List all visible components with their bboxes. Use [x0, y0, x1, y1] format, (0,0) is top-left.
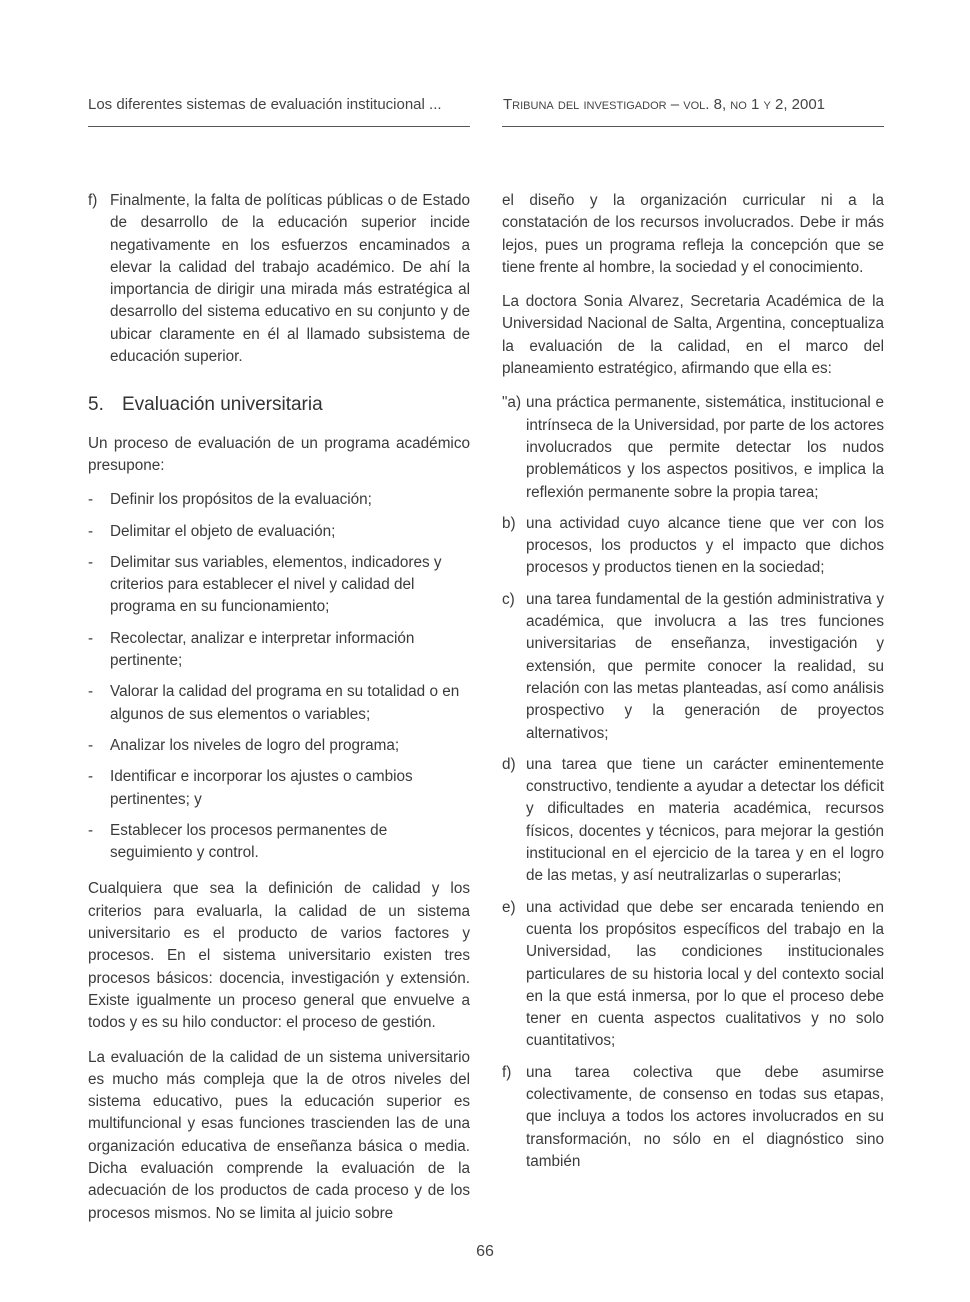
list-item-text: una actividad que debe ser encarada teniendo en cuenta los propósitos específicos del trabajo en la Universidad, las condiciones institucionales particulares de su historia local y del contexto social en la que está inmersa, por lo que el proceso debe tener en cuenta aspectos cualitativos y no solo cuantitativos; [526, 898, 884, 1050]
list-item: - Recolectar, analizar e interpretar información pertinente; [88, 629, 415, 670]
page-number: 66 [476, 1243, 494, 1260]
intro-paragraph: Un proceso de evaluación de un programa académico presupone: [88, 434, 470, 474]
header-rule-left [88, 126, 470, 127]
list-item: - Identificar e incorporar los ajustes o cambios pertinentes; y [88, 768, 413, 808]
list-item-f [88, 190, 470, 368]
journal-name: Tribuna del investigador [503, 96, 667, 113]
list-marker: "a) [502, 394, 522, 412]
list-marker: b) [502, 514, 516, 532]
list-item [502, 1062, 884, 1173]
list-item [502, 589, 884, 745]
list-marker: c) [502, 590, 515, 608]
running-header-left: Los diferentes sistemas de evaluación institucional ... [88, 96, 442, 113]
list-item: - Analizar los niveles de logro del programa; [88, 736, 400, 754]
list-item-text: Analizar los niveles de logro del programa; [110, 736, 400, 754]
list-item [502, 513, 884, 580]
list-item: - Valorar la calidad del programa en su totalidad o en algunos de sus elementos o variables; [88, 683, 460, 723]
list-marker: d) [502, 755, 516, 773]
list-marker: e) [502, 898, 516, 916]
running-header-right [503, 96, 825, 113]
list-item-text: Delimitar sus variables, elementos, indicadores y criterios para establecer el nivel y calidad del programa en su funcionamiento; [110, 553, 442, 616]
list-item-text: una actividad cuyo alcance tiene que ver con los procesos, los productos y el impacto que dichos procesos y productos tienen en la sociedad; [526, 514, 884, 577]
list-item-text: Valorar la calidad del programa en su totalidad o en algunos de sus elementos o variables; [110, 683, 460, 723]
list-marker: f) [502, 1063, 512, 1081]
quote-list [502, 392, 884, 1173]
left-column [88, 190, 470, 1237]
list-item-text: una tarea colectiva que debe asumirse colectivamente, de consenso en todas sus etapas, que incluya a todos los actores involucrados en su transformación, no sólo en el diagnóstico sino también [526, 1063, 884, 1170]
body-paragraph: Cualquiera que sea la definición de calidad y los criterios para evaluarla, la calidad de un sistema universitario es el producto de varios factores y procesos. En el sistema universitario existen tres procesos básicos: docencia, investigación y extensión. Existe igualmente un proceso general que envuelve a todos y es su hilo conductor: el proceso de gestión. [88, 880, 470, 1032]
section-title: Evaluación universitaria [122, 394, 323, 416]
section-number: 5. [88, 394, 104, 416]
body-paragraph: el diseño y la organización curricular ni a la constatación de los recursos involucrados. Debe ir más lejos, pues un programa refleja la concepción que se tiene frente al hombre, la sociedad y el conocimiento. [502, 192, 884, 276]
list-item-text: Delimitar el objeto de evaluación; [110, 522, 336, 540]
list-item: - Definir los propósitos de la evaluación; [88, 491, 372, 509]
dash-list [88, 489, 470, 864]
header-rule-right [502, 126, 884, 127]
list-item-text: una tarea que tiene un carácter eminentemente constructivo, tendiente a ayudar a detectar los déficit y dificultades en materia académica, recursos físicos, docentes y técnicos, para mejorar la gestión institucional en el ejercicio de la tarea y en el logro de las metas, y así neutralizarlas o superarlas; [526, 755, 884, 885]
list-item [502, 754, 884, 888]
section-heading [88, 394, 470, 416]
list-marker: f) [88, 192, 98, 209]
journal-volume: – vol. 8, no 1 y 2, 2001 [666, 96, 826, 113]
list-item-text: Identificar e incorporar los ajustes o cambios pertinentes; y [110, 768, 413, 808]
list-item: - Establecer los procesos permanentes de seguimiento y control. [88, 821, 388, 862]
list-item-text: Finalmente, la falta de políticas públicas o de Estado de desarrollo de la educación superior incide negativamente en los esfuerzos encaminados a elevar la calidad del trabajo académico. De ahí la importancia de dirigir una mirada más estratégica al desarrollo del sistema educativo en su conjunto y de ubicar claramente en él al llamado subsistema de educación superior. [110, 192, 470, 366]
list-item-text: Definir los propósitos de la evaluación; [110, 491, 372, 509]
body-paragraph: La doctora Sonia Alvarez, Secretaria Académica de la Universidad Nacional de Salta, Argentina, conceptualiza la evaluación de la calidad, en el marco del planeamiento estratégico, afirmando que ella es: [502, 293, 884, 378]
list-item-text: una tarea fundamental de la gestión administrativa y académica, que involucra a las tres funciones universitarias de enseñanza, investigación y extensión, que permite conocer la realidad, su relación con las metas planteadas, así como análisis prospectivo y la generación de proyectos alternativos; [526, 590, 884, 742]
list-item: - Delimitar el objeto de evaluación; [88, 522, 336, 540]
right-column [502, 190, 884, 1182]
list-item [502, 897, 884, 1053]
list-item-text: Recolectar, analizar e interpretar información pertinente; [110, 629, 415, 670]
list-item-text: una práctica permanente, sistemática, institucional e intrínseca de la Universidad, por parte de los actores involucrados que permite detectar los nudos problemáticos y los aspectos positivos, e implica la reflexión permanente sobre la propia tarea; [526, 394, 884, 501]
list-item [502, 392, 884, 503]
body-paragraph: La evaluación de la calidad de un sistema universitario es mucho más compleja que la de otros niveles del sistema educativo, pues la educación superior es multifuncional y esas funciones trascienden las de una organización educativa de enseñanza básica o media. Dicha evaluación comprende la evaluación de la adecuación de los productos de cada proceso y de los procesos mismos. No se limita al juicio sobre [88, 1048, 470, 1222]
list-item: - Delimitar sus variables, elementos, indicadores y criterios para establecer el nivel y calidad del programa en su funcionamiento; [88, 553, 442, 616]
list-item-text: Establecer los procesos permanentes de seguimiento y control. [110, 821, 388, 862]
